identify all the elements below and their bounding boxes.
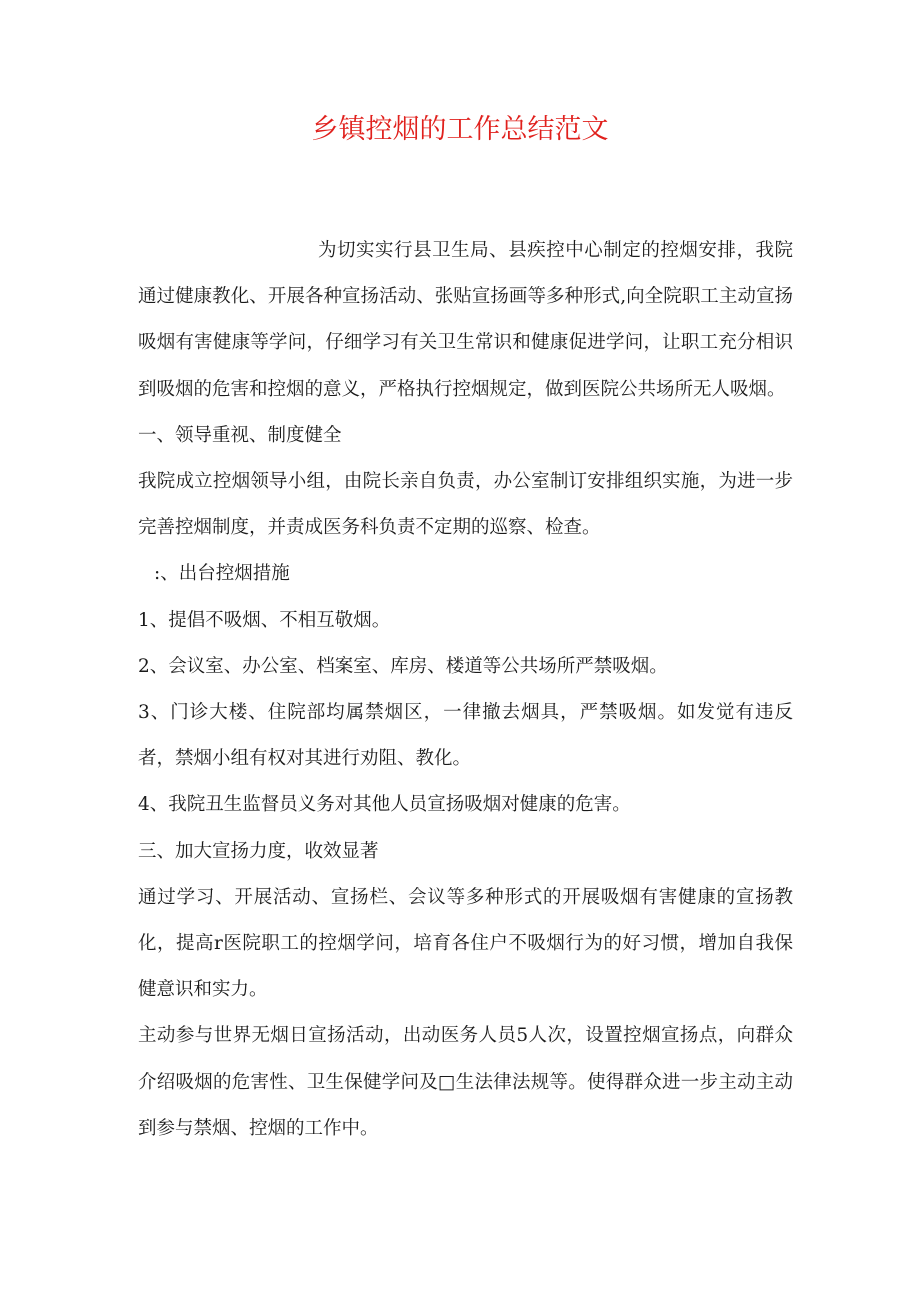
intro-paragraph: 为切实实行县卫生局、县疾控中心制定的控烟安排，我院通过健康教化、开展各种宣扬活动、张贴宣扬画等多种形式,向全院职工主动宣扬吸烟有害健康等学问，仔细学习有关卫生常识和健康促进学问，让职工充分相识到吸烟的危害和控烟的意义，严格执行控烟规定，做到医院公共场所无人吸烟。 bbox=[138, 240, 793, 400]
section-paragraph: 主动参与世界无烟日宣扬活动，出动医务人员5人次，设置控烟宣扬点，向群众介绍吸烟的危害性、卫生保健学问及□生法律法规等。使得群众进一步主动主动到参与禁烟、控烟的工作中。 bbox=[138, 1025, 793, 1139]
list-item: 4、我院丑生监督员义务对其他人员宣扬吸烟对健康的危害。 bbox=[138, 794, 631, 816]
section-paragraph: 我院成立控烟领导小组，由院长亲自负责，办公室制订安排组织实施，为进一步完善控烟制度，并责成医务科负责不定期的巡察、检查。 bbox=[138, 471, 793, 539]
section-paragraph: 通过学习、开展活动、宣扬栏、会议等多种形式的开展吸烟有害健康的宣扬教化，提高r医院职工的控烟学问，培育各住户不吸烟行为的好习惯，增加自我保健意识和实力。 bbox=[138, 886, 793, 1001]
document-body bbox=[138, 228, 793, 1152]
document-title: 乡镇控烟的工作总结范文 bbox=[311, 114, 609, 145]
section-heading-1: 一、领导重视、制度健全 bbox=[138, 424, 342, 446]
list-item: 1、提倡不吸烟、不相互敬烟。 bbox=[138, 609, 391, 631]
list-item: 2、会议室、办公室、档案室、库房、楼道等公共场所严禁吸烟。 bbox=[138, 655, 668, 677]
section-heading-3: 三、加大宣扬力度，收效显著 bbox=[138, 840, 379, 862]
section-heading-2: :、出台控烟措施 bbox=[154, 563, 290, 585]
list-item: 3、门诊大楼、住院部均属禁烟区，一律撤去烟具，严禁吸烟。如发觉有违反者，禁烟小组有权对其进行劝阻、教化。 bbox=[138, 702, 793, 770]
